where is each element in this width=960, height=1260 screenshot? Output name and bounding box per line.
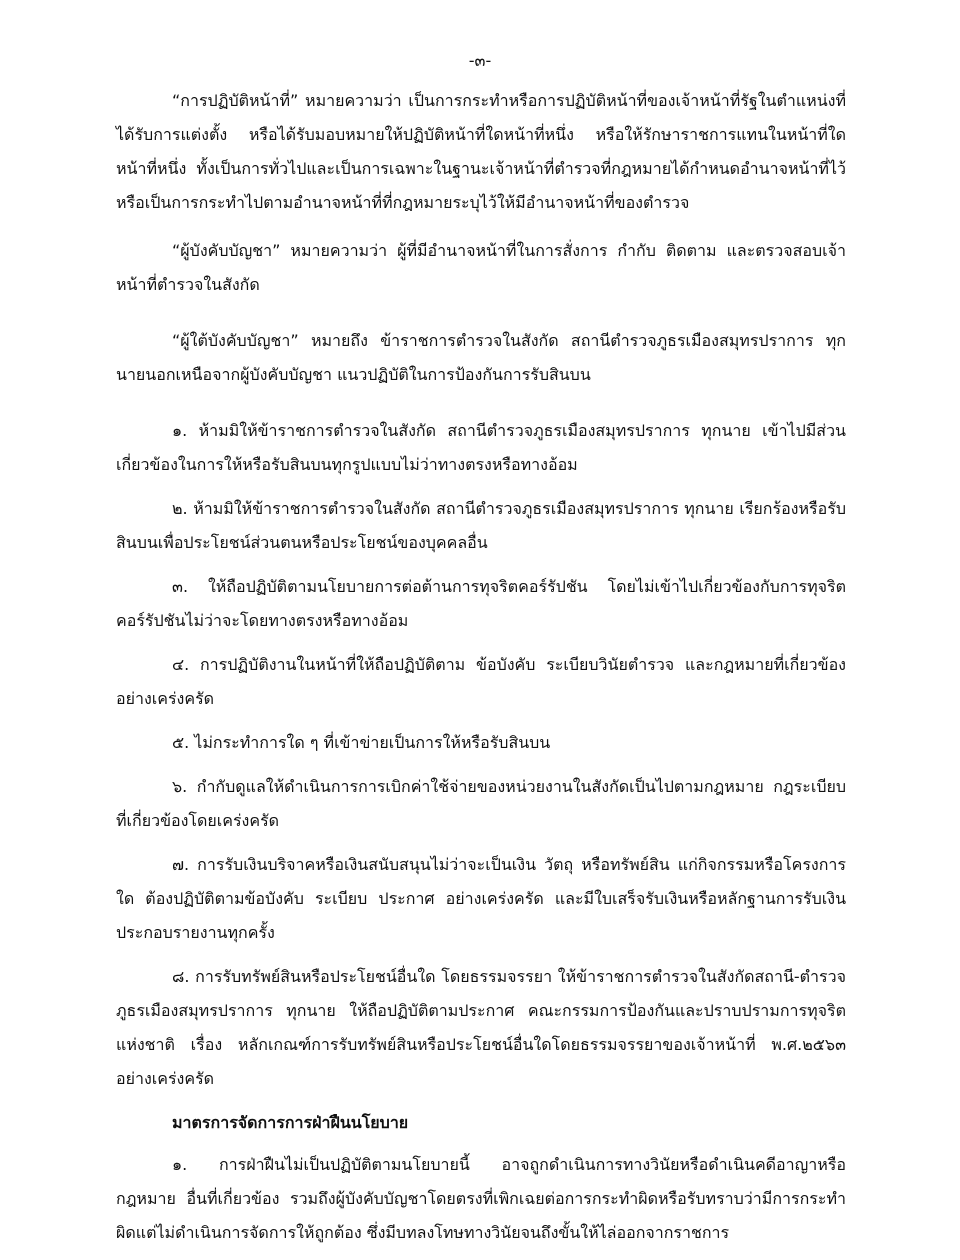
violation-measure-item-1: ๑. การฝ่าฝืนไม่เป็นปฏิบัติตามนโยบายนี้ อาจถูกดำเนินการทางวินัยหรือดำเนินคดีอาญาหรือกฎหมาย อื่นที่เกี่ยวข้อง รวมถึงผู้บังคับบัญชาโดยตรงที่เพิกเฉยต่อการกระทำผิดหรือรับทราบว่ามีการกระทำผิดแต่ไม่ดำเนินการจัดการให้ถูกต้อง ซึ่งมีบทลงโทษทางวินัยจนถึงขั้นให้ไล่ออกจากราชการ [116, 1155, 846, 1242]
guideline-item-2: ๒. ห้ามมิให้ข้าราชการตำรวจในสังกัด สถานีตำรวจภูธรเมืองสมุทรปราการ ทุกนาย เรียกร้องหรือรับสินบนเพื่อประโยชน์ส่วนตนหรือประโยชน์ของบุคคลอื่น [116, 499, 846, 552]
document-body [116, 84, 846, 1260]
guideline-item-8: ๘. การรับทรัพย์สินหรือประโยชน์อื่นใด โดยธรรมจรรยา ให้ข้าราชการตำรวจในสังกัดสถานี-ตำรวจภูธรเมืองสมุทรปราการ ทุกนาย ให้ถือปฏิบัติตามประกาศ คณะกรรมการป้องกันและปราบปรามการทุจริตแห่งชาติ เรื่อง หลักเกณฑ์การรับทรัพย์สินหรือประโยชน์อื่นใดโดยธรรมจรรยาของเจ้าหน้าที่ พ.ศ.๒๕๖๓ อย่างเคร่งครัด [116, 967, 846, 1088]
guideline-item-4: ๔. การปฏิบัติงานในหน้าที่ให้ถือปฏิบัติตาม ข้อบังคับ ระเบียบวินัยตำรวจ และกฎหมายที่เกี่ยวข้องอย่างเคร่งครัด [116, 655, 846, 708]
page-number: -๓- [468, 51, 492, 70]
guideline-item-1: ๑. ห้ามมิให้ข้าราชการตำรวจในสังกัด สถานีตำรวจภูธรเมืองสมุทรปราการ ทุกนาย เข้าไปมีส่วนเกี่ยวข้องในการให้หรือรับสินบนทุกรูปแบบไม่ว่าทางตรงหรือทางอ้อม [116, 421, 846, 474]
definition-performance-of-duty: “การปฏิบัติหน้าที่” หมายความว่า เป็นการกระทำหรือการปฏิบัติหน้าที่ของเจ้าหน้าที่รัฐในตำแหน่งที่ได้รับการแต่งตั้ง หรือได้รับมอบหมายให้ปฏิบัติหน้าที่ใดหน้าที่หนึ่ง หรือให้รักษาราชการแทนในหน้าที่ใดหน้าที่หนึ่ง ทั้งเป็นการทั่วไปและเป็นการเฉพาะในฐานะเจ้าหน้าที่ตำรวจที่กฎหมายได้กำหนดอำนาจหน้าที่ไว้ หรือเป็นการกระทำไปตามอำนาจหน้าที่ที่กฎหมายระบุไว้ให้มีอำนาจหน้าที่ของตำรวจ [116, 91, 846, 212]
guideline-item-3: ๓. ให้ถือปฏิบัติตามนโยบายการต่อต้านการทุจริตคอร์รัปชัน โดยไม่เข้าไปเกี่ยวข้องกับการทุจริตคอร์รัปชันไม่ว่าจะโดยทางตรงหรือทางอ้อม [116, 577, 846, 630]
section-heading: มาตรการจัดการการฝ่าฝืนนโยบาย [172, 1113, 409, 1132]
guideline-item-6: ๖. กำกับดูแลให้ดำเนินการการเบิกค่าใช้จ่ายของหน่วยงานในสังกัดเป็นไปตามกฎหมาย กฎระเบียบที่เกี่ยวข้องโดยเคร่งครัด [116, 777, 846, 830]
guideline-item-7: ๗. การรับเงินบริจาคหรือเงินสนับสนุนไม่ว่าจะเป็นเงิน วัตถุ หรือทรัพย์สิน แก่กิจกรรมหรือโครงการใด ต้องปฏิบัติตามข้อบังคับ ระเบียบ ประกาศ อย่างเคร่งครัด และมีใบเสร็จรับเงินหรือหลักฐานการรับเงินประกอบรายงานทุกครั้ง [116, 855, 846, 942]
definition-commander: “ผู้บังคับบัญชา” หมายความว่า ผู้ที่มีอำนาจหน้าที่ในการสั่งการ กำกับ ติดตาม และตรวจสอบเจ้าหน้าที่ตำรวจในสังกัด [116, 241, 846, 294]
guideline-item-5: ๕. ไม่กระทำการใด ๆ ที่เข้าข่ายเป็นการให้หรือรับสินบน [172, 733, 551, 752]
definition-subordinate: “ผู้ใต้บังคับบัญชา” หมายถึง ข้าราชการตำรวจในสังกัด สถานีตำรวจภูธรเมืองสมุทรปราการ ทุกนายนอกเหนือจากผู้บังคับบัญชา แนวปฏิบัติในการป้องกันการรับสินบน [116, 331, 846, 384]
